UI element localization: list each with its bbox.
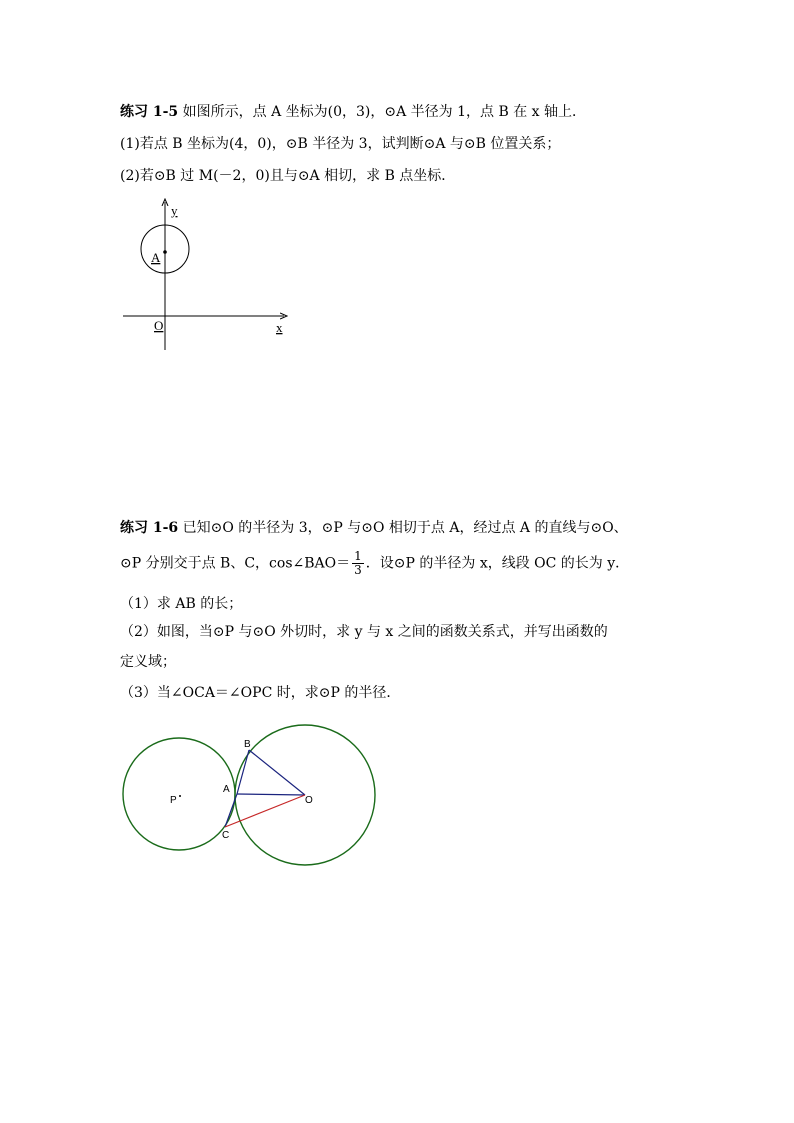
point-a2-label: A (223, 784, 230, 795)
ex16-question-3: （3）当∠OCA＝∠OPC 时，求⊙P 的半径． (120, 685, 401, 701)
y-axis-label: y (171, 203, 178, 218)
point-b-label: B (244, 739, 251, 750)
fraction-numerator: 1 (354, 549, 362, 563)
ex15-stem: 如图所示，点 A 坐标为(0，3)，⊙A 半径为 1，点 B 在 x 轴上． (182, 104, 587, 120)
ex15-question-2: (2)若⊙B 过 M(－2，0)且与⊙A 相切，求 B 点坐标． (120, 168, 456, 184)
x-axis-label: x (276, 320, 283, 335)
ex15-question-1: (1)若点 B 坐标为(4，0)，⊙B 半径为 3，试判断⊙A 与⊙B 位置关系； (120, 136, 561, 152)
segment-ao (237, 794, 305, 795)
ex16-label: 练习 1-6 (120, 520, 179, 536)
point-p-label: P (170, 795, 177, 806)
point-a-label: A (151, 250, 161, 265)
segment-bo (249, 750, 305, 795)
ex16-question-2a: （2）如图，当⊙P 与⊙O 外切时，求 y 与 x 之间的函数关系式，并写出函数的 (120, 624, 608, 640)
point-o-label: O (305, 795, 313, 806)
center-p-dot (179, 795, 181, 797)
ex16-line2-post: ．设⊙P 的半径为 x，线段 OC 的长为 y． (365, 555, 630, 572)
point-c-label: C (222, 830, 230, 841)
ex16-line2-pre: ⊙P 分别交于点 B、C，cos∠BAO＝ (120, 555, 351, 572)
origin-label: O (154, 318, 164, 333)
ex15-label: 练习 1-5 (120, 104, 179, 120)
ex16-question-1: （1）求 AB 的长； (120, 596, 243, 612)
ex16-question-2b: 定义域； (120, 654, 176, 670)
ex16-stem: 已知⊙O 的半径为 3，⊙P 与⊙O 相切于点 A，经过点 A 的直线与⊙O、 (182, 520, 628, 536)
fraction-denominator: 3 (354, 563, 362, 577)
circle-p (123, 738, 235, 850)
